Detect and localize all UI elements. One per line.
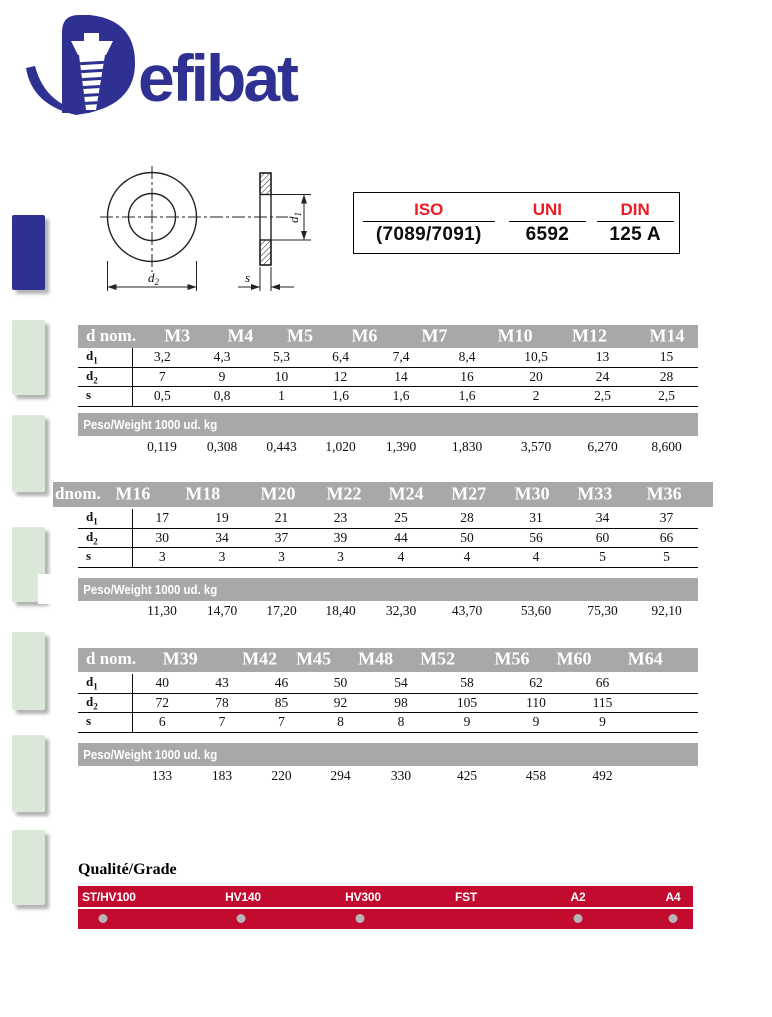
table-row: $d_1$ 40 43 46 50 54 58 62 66 [78,674,698,693]
standard-din [591,201,679,246]
grade-name: ST/HV100 [82,890,136,904]
overlap-notch [38,574,65,604]
size-label: M20 [260,482,296,503]
size-label: M56 [494,648,530,669]
dnom-label: d nom. [86,649,137,668]
size-label: M60 [556,648,592,669]
brand-wordmark: efibat [138,41,297,115]
row-label: $d_1$ [78,509,132,528]
brand-logo [18,4,338,122]
size-label: M10 [497,324,533,345]
dnom-label: d nom. [86,325,137,345]
table-row: $d_2$ 7 9 10 12 14 16 20 24 28 [78,367,698,387]
s-label: s [245,270,251,285]
dimension-table-1 [78,348,698,407]
table-row: 133 183 220 294 330 425 458 492 [151,767,613,783]
row-label: $d_1$ [78,348,132,367]
row-label: s [78,713,132,733]
grade-name: HV300 [345,890,381,904]
table-row: s 3 3 3 3 4 4 4 5 5 [78,548,698,568]
size-label: M52 [420,648,456,669]
size-header-bar-2 [53,482,713,507]
weight-header-bar-1 [78,413,698,436]
page-tab [12,320,45,395]
size-label: M64 [627,648,663,669]
standard-code: UNI [532,199,563,219]
row-label: s [78,548,132,568]
row-label: $d_2$ [78,367,132,387]
size-label: M33 [577,482,613,503]
weight-header-bar-2 [78,578,698,601]
size-label: M22 [326,482,362,503]
size-label: M4 [227,324,254,345]
quality-grade-title: Qualité/Grade [78,861,177,878]
standard-code: ISO [414,199,444,219]
standard-iso [354,201,504,246]
page-tab [12,632,45,710]
row-label: $d_1$ [78,674,132,693]
size-label: M3 [164,324,191,345]
table-row: $d_2$ 30 34 37 39 44 50 56 60 66 [78,528,698,548]
row-label: $d_2$ [78,693,132,713]
row-label: $d_2$ [78,528,132,548]
size-label: M39 [162,648,198,669]
grade-dot-icon [669,914,678,923]
size-header-bar-3 [78,648,698,672]
size-label: M27 [451,482,487,503]
weight-label: Peso/Weight 1000 ud. kg [83,747,218,762]
divider [597,221,674,222]
dnom-label: dnom. [55,483,101,503]
page-tab [12,830,45,905]
table-row: $d_2$ 72 78 85 92 98 105 110 115 [78,693,698,713]
weight-row-2 [78,601,698,620]
size-label: M36 [646,482,682,503]
table-row: $d_1$ 17 19 21 23 25 28 31 34 37 [78,509,698,528]
table-row: s 6 7 7 8 8 9 9 9 [78,713,698,733]
grade-dot-icon [99,914,108,923]
table-row: 11,30 14,70 17,20 18,40 32,30 43,70 53,60 75,30 92,10 [147,602,682,618]
size-label: M18 [185,482,221,503]
size-label: M48 [358,648,394,669]
washer-section [260,173,271,265]
standard-value: 6592 [525,223,570,245]
standard-code: DIN [620,199,650,219]
standards-table [353,192,680,254]
d1-label: $d_1$ [286,212,303,223]
size-label: M5 [286,324,313,345]
size-label: M24 [388,482,424,503]
grade-name: A4 [665,890,681,904]
standard-value: (7089/7091) [375,223,482,245]
page-tab-active [12,215,45,290]
page-tab [12,735,45,812]
size-label: M16 [115,482,151,503]
page-tab [12,415,45,492]
size-label: M12 [572,324,607,345]
grade-divider-line [78,907,693,909]
dimension-table-2 [78,509,698,568]
grade-dot-icon [574,914,583,923]
size-label: M7 [421,324,448,345]
divider [509,221,586,222]
size-label: M30 [514,482,550,503]
size-label: M45 [296,648,332,669]
divider [363,221,495,222]
screw-d-mark-icon [26,15,135,115]
grade-name: A2 [570,890,586,904]
size-header-bar-1 [78,325,698,348]
d2-label: $d_2$ [148,270,159,287]
weight-row-3 [78,766,698,785]
grade-dot-icon [356,914,365,923]
weight-header-bar-3 [78,743,698,766]
table-row: 0,119 0,308 0,443 1,020 1,390 1,830 3,570 6,270 8,600 [147,438,682,454]
washer-drawing [68,160,318,305]
dimension-table-3 [78,674,698,733]
weight-label: Peso/Weight 1000 ud. kg [83,417,218,432]
table-row: s 0,5 0,8 1 1,6 1,6 1,6 2 2,5 2,5 [78,387,698,407]
weight-row-1 [78,437,698,456]
grade-name: HV140 [225,890,261,904]
grade-dot-icon [237,914,246,923]
standard-uni [504,201,592,246]
table-row: $d_1$ 3,2 4,3 5,3 6,4 7,4 8,4 10,5 13 15 [78,348,698,367]
size-label: M6 [351,324,378,345]
row-label: s [78,387,132,407]
grade-bar [78,886,693,929]
standard-value: 125 A [609,223,661,245]
size-label: M14 [649,324,685,345]
size-label: M42 [242,648,278,669]
grade-name: FST [454,890,478,904]
weight-label: Peso/Weight 1000 ud. kg [83,582,218,597]
